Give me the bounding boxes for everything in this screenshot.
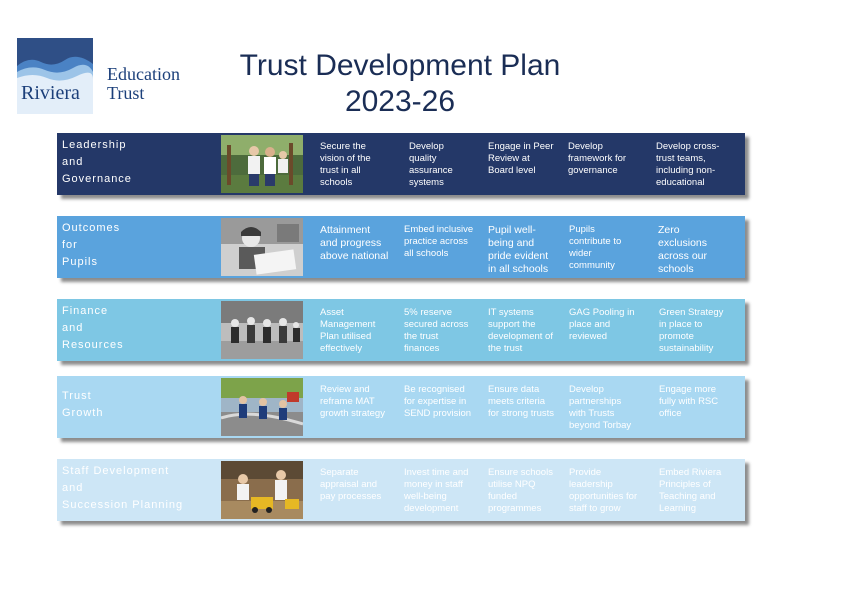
label-line: Leadership (62, 139, 127, 151)
label-line: for (62, 239, 78, 251)
band-staff-development (57, 459, 745, 521)
growth-cell-4: Develop partnerships with Trusts beyond Torbay (569, 384, 632, 431)
leadership-cell-3: Engage in Peer Review at Board level (488, 141, 554, 176)
page-title (200, 48, 600, 120)
finance-cell-1: Asset Management Plan utilised effectively (320, 307, 376, 354)
band-outcomes-pupils (57, 216, 745, 278)
staff-cell-2: Invest time and money in staff well-being development (404, 467, 469, 514)
title-line-2: 2023-26 (344, 85, 456, 118)
finance-cell-4: GAG Pooling in place and reviewed (569, 307, 635, 342)
label-line: Governance (62, 173, 132, 185)
outcomes-cell-2: Embed inclusive practice across all schools (404, 224, 474, 259)
label-line: Resources (62, 339, 124, 351)
staff-cell-5: Embed Riviera Principles of Teaching and Learning (659, 467, 722, 514)
leadership-cell-5: Develop cross-trust teams, including non-educational (656, 141, 720, 188)
label-line: Outcomes (62, 222, 121, 234)
band-leadership-governance (57, 133, 745, 195)
label-line: Trust (62, 390, 92, 402)
label-line: Growth (62, 407, 104, 419)
riviera-education-trust-logo (17, 38, 193, 116)
band-label (62, 463, 212, 514)
logo-trust-text: Trust (107, 83, 145, 103)
playground-photo (221, 378, 303, 436)
band-finance-resources (57, 299, 745, 361)
leadership-cell-1: Secure the vision of the trust in all schools (320, 141, 371, 188)
logo-education-text: Education (107, 64, 180, 84)
outcomes-cell-1: Attainment and progress above national (320, 224, 389, 262)
band-label (62, 137, 212, 188)
growth-cell-5: Engage more fully with RSC office (659, 384, 719, 419)
label-line: Succession Planning (62, 499, 184, 511)
leadership-cell-4: Develop framework for governance (568, 141, 627, 176)
outcomes-cell-3: Pupil well-being and pride evident in all schools (488, 224, 549, 275)
growth-cell-2: Be recognised for expertise in SEND provision (404, 384, 472, 419)
finance-cell-2: 5% reserve secured across the trust finances (404, 307, 469, 354)
logo-riviera-text: Riviera (21, 82, 80, 104)
staff-cell-4: Provide leadership opportunities for staff to grow (569, 467, 638, 514)
outcomes-cell-5: Zero exclusions across our schools (658, 224, 708, 275)
band-label (62, 388, 212, 422)
band-label (62, 303, 212, 354)
title-line-1: Trust Development Plan (239, 49, 561, 82)
band-trust-growth (57, 376, 745, 438)
pupil-writing-photo (221, 218, 303, 276)
logo-education-trust-text (107, 65, 180, 103)
label-line: Staff Development (62, 465, 170, 477)
finance-cell-3: IT systems support the development of the trust (488, 307, 553, 354)
growth-cell-1: Review and reframe MAT growth strategy (320, 384, 385, 419)
outcomes-cell-4: Pupils contribute to wider community (569, 224, 622, 271)
label-line: and (62, 482, 84, 494)
label-line: and (62, 156, 84, 168)
label-line: Finance (62, 305, 109, 317)
children-running-photo (221, 301, 303, 359)
children-hugging-photo (221, 135, 303, 193)
staff-cell-1: Separate appraisal and pay processes (320, 467, 382, 502)
children-toys-photo (221, 461, 303, 519)
finance-cell-5: Green Strategy in place to promote sustainability (659, 307, 724, 354)
band-label (62, 220, 212, 271)
growth-cell-3: Ensure data meets criteria for strong trusts (488, 384, 554, 419)
leadership-cell-2: Develop quality assurance systems (409, 141, 453, 188)
label-line: Pupils (62, 256, 98, 268)
label-line: and (62, 322, 84, 334)
staff-cell-3: Ensure schools utilise NPQ funded programmes (488, 467, 553, 514)
